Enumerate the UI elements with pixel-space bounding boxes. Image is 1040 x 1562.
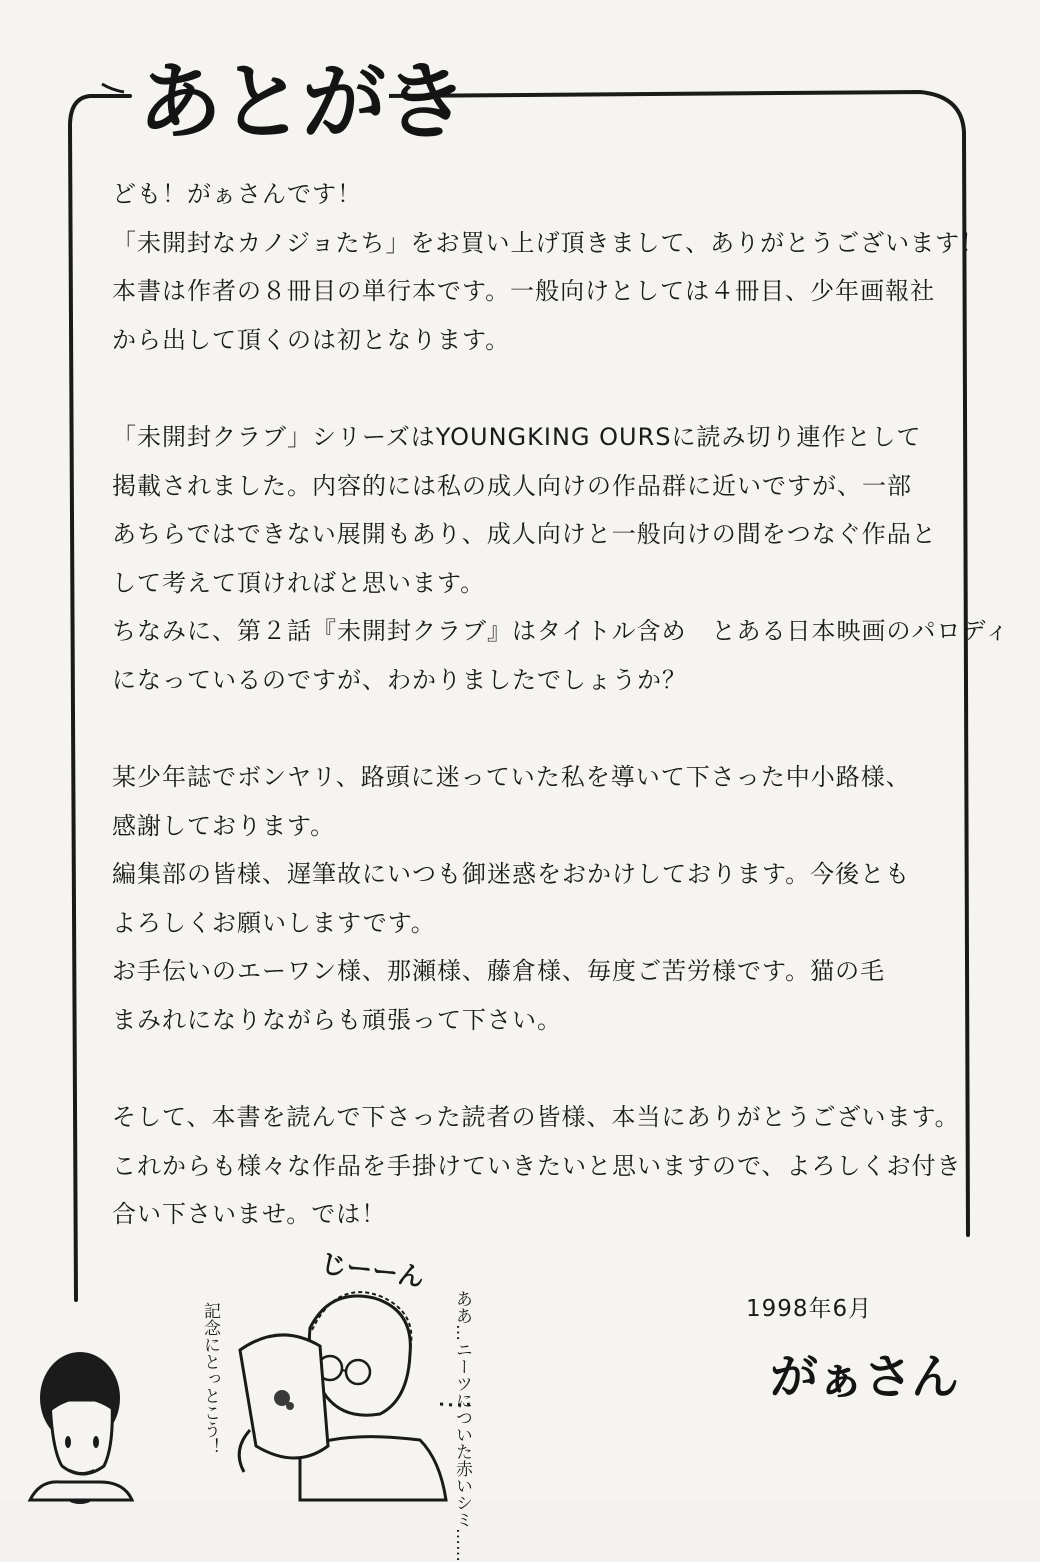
paragraph-series [112, 413, 1010, 704]
text-line: 「未開封クラブ」シリーズはYOUNGKING OURSに読み切り連作として [112, 423, 922, 451]
man-figure [239, 1292, 446, 1500]
character-illustration [0, 1250, 560, 1562]
text-line: ども！がぁさんです！ [112, 180, 362, 208]
girl-figure [30, 1352, 132, 1504]
text-line: これからも様々な作品を手掛けていきたいと思いますので、よろしくお付き [112, 1151, 962, 1180]
author-signature: がぁさん [770, 1349, 959, 1405]
text-line: から出して頂くのは初となります。 [112, 325, 511, 354]
text-line: まみれになりながらも頑張って下さい。 [112, 1005, 562, 1034]
text-line: 某少年誌でボンヤリ、路頭に迷っていた私を導いて下さった中小路様、 [112, 763, 911, 791]
right-speech-text: ああ…ニーツについた赤いシミ…… [452, 1290, 472, 1562]
paragraph-thanks [112, 753, 962, 1044]
text-line: 「未開封なカノジョたち」をお買い上げ頂きまして、ありがとうございます！ [112, 228, 986, 257]
afterword-body [112, 170, 1010, 1239]
text-line: お手伝いのエーワン様、那瀬様、藤倉様、毎度ご苦労様です。猫の毛 [112, 957, 886, 985]
text-line: 編集部の皆様、遅筆故にいつも御迷惑をおかけしております。今後とも [112, 860, 911, 888]
page-title: あとがき [132, 52, 389, 152]
afterword-date: 1998年6月 [746, 1296, 873, 1322]
text-line: になっているのですが、わかりましたでしょうか？ [112, 665, 687, 694]
left-speech-text: 記念にとっとこう！ [200, 1302, 220, 1455]
sound-effect-text: じーーん [318, 1249, 426, 1294]
text-line: して考えて頂ければと思います。 [112, 568, 486, 597]
text-line: そして、本書を読んで下さった読者の皆様、本当にありがとうございます。 [112, 1103, 960, 1131]
paragraph-intro [112, 170, 986, 364]
text-line: ちなみに、第２話『未開封クラブ』はタイトル含め とある日本映画のパロディ [112, 617, 1010, 645]
text-line: あちらではできない展開もあり、成人向けと一般向けの間をつなぐ作品と [112, 520, 937, 548]
text-line: 感謝しております。 [112, 811, 336, 840]
text-line: 合い下さいませ。では！ [112, 1200, 387, 1228]
paragraph-readers [112, 1093, 962, 1239]
text-line: 掲載されました。内容的には私の成人向けの作品群に近いですが、一部 [112, 471, 912, 500]
text-line: 本書は作者の８冊目の単行本です。一般向けとしては４冊目、少年画報社 [112, 277, 936, 305]
text-line: よろしくお願いしますです。 [112, 908, 436, 937]
